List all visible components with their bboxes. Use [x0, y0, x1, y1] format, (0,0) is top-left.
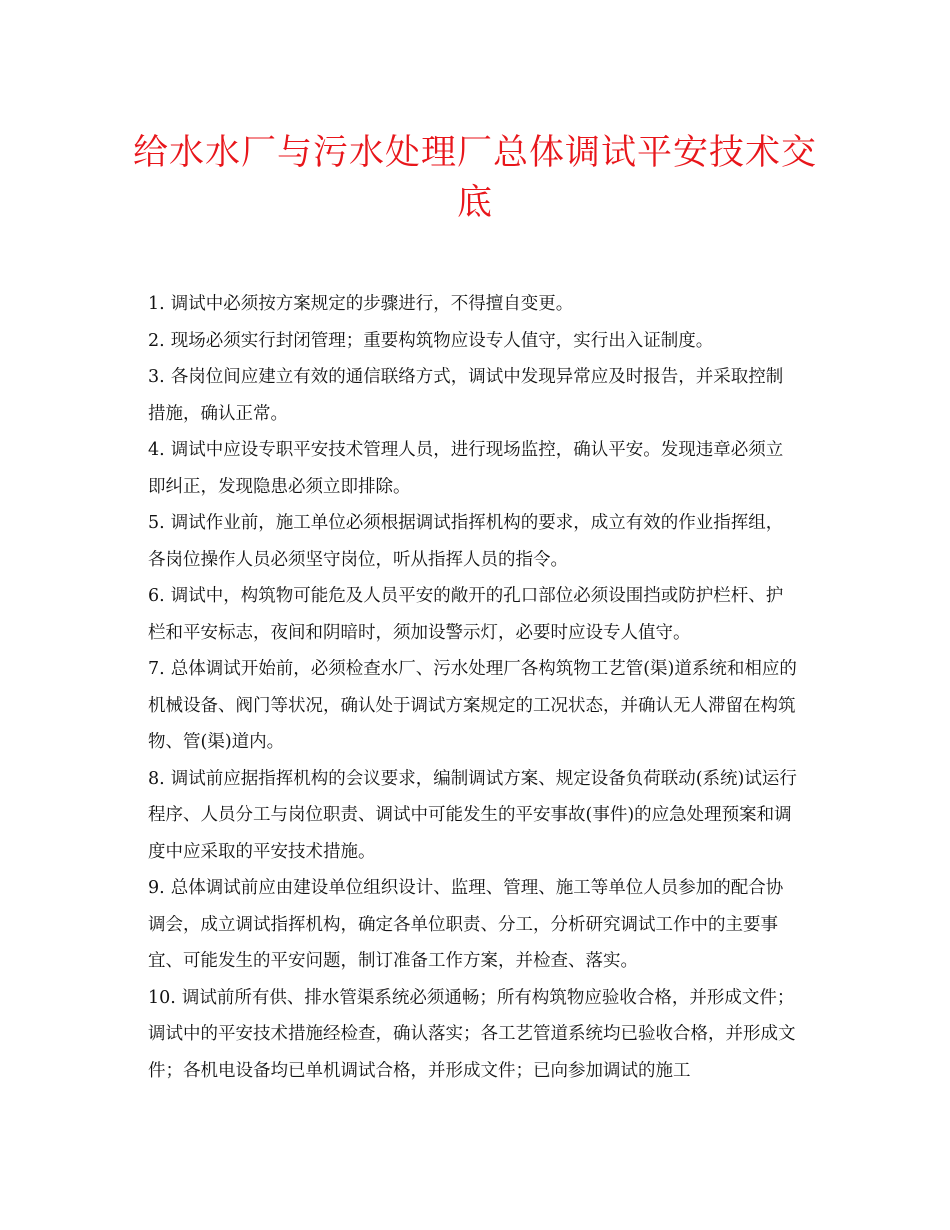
- paragraph-number: 7.: [148, 659, 165, 679]
- paragraph-text: 调试中应设专职平安技术管理人员，进行现场监控，确认平安。发现违章必须立即纠正，发现隐患必须立即排除。: [148, 440, 784, 497]
- paragraph-text: 各岗位间应建立有效的通信联络方式，调试中发现异常应及时报告，并采取控制措施，确认正常。: [148, 367, 784, 424]
- paragraph-8: [148, 761, 800, 871]
- paragraph-text: 总体调试前应由建设单位组织设计、监理、管理、施工等单位人员参加的配合协调会，成立调试指挥机构，确定各单位职责、分工，分析研究调试工作中的主要事宜、可能发生的平安问题，制订准备工作方案，并检查、落实。: [148, 878, 784, 971]
- paragraph-number: 10.: [148, 987, 176, 1008]
- paragraph-6: [148, 578, 800, 651]
- paragraph-text: 总体调试开始前，必须检查水厂、污水处理厂各构筑物工艺管(渠)道系统和相应的机械设备、阀门等状况，确认处于调试方案规定的工况状态，并确认无人滞留在构筑物、管(渠)道内。: [148, 659, 797, 752]
- paragraph-2: [148, 323, 800, 360]
- paragraph-1: [148, 286, 800, 323]
- paragraph-4: [148, 432, 800, 505]
- paragraph-text: 调试中必须按方案规定的步骤进行，不得擅自变更。: [170, 294, 574, 314]
- paragraph-number: 9.: [148, 878, 165, 898]
- paragraph-5: [148, 505, 800, 578]
- paragraph-text: 调试作业前，施工单位必须根据调试指挥机构的要求，成立有效的作业指挥组，各岗位操作人员必须坚守岗位，听从指挥人员的指令。: [148, 513, 784, 570]
- paragraph-number: 4.: [148, 440, 165, 460]
- paragraph-number: 2.: [148, 330, 165, 351]
- paragraph-text: 调试前应据指挥机构的会议要求，编制调试方案、规定设备负荷联动(系统)试运行程序、人员分工与岗位职责、调试中可能发生的平安事故(事件)的应急处理预案和调度中应采取的平安技术措施。: [148, 768, 797, 862]
- paragraph-number: 1.: [148, 294, 165, 314]
- paragraph-text: 现场必须实行封闭管理；重要构筑物应设专人值守，实行出入证制度。: [170, 330, 714, 351]
- document-title: 给水水厂与污水处理厂总体调试平安技术交底: [132, 133, 817, 223]
- paragraph-10: [148, 980, 800, 1090]
- paragraph-number: 5.: [148, 513, 165, 533]
- paragraph-number: 6.: [148, 586, 165, 606]
- paragraph-text: 调试中，构筑物可能危及人员平安的敞开的孔口部位必须设围挡或防护栏杆、护栏和平安标志，夜间和阴暗时，须加设警示灯，必要时应设专人值守。: [148, 586, 784, 643]
- paragraph-3: [148, 359, 800, 432]
- paragraph-7: [148, 651, 800, 761]
- paragraph-number: 8.: [148, 768, 165, 789]
- document-body: [148, 286, 800, 1089]
- paragraph-number: 3.: [148, 367, 165, 387]
- paragraph-text: 调试前所有供、排水管渠系统必须通畅；所有构筑物应验收合格，并形成文件；调试中的平安技术措施经检查，确认落实；各工艺管道系统均已验收合格，并形成文件；各机电设备均已单机调试合格，并形成文件；已向参加调试的施工: [148, 987, 796, 1081]
- paragraph-9: [148, 870, 800, 980]
